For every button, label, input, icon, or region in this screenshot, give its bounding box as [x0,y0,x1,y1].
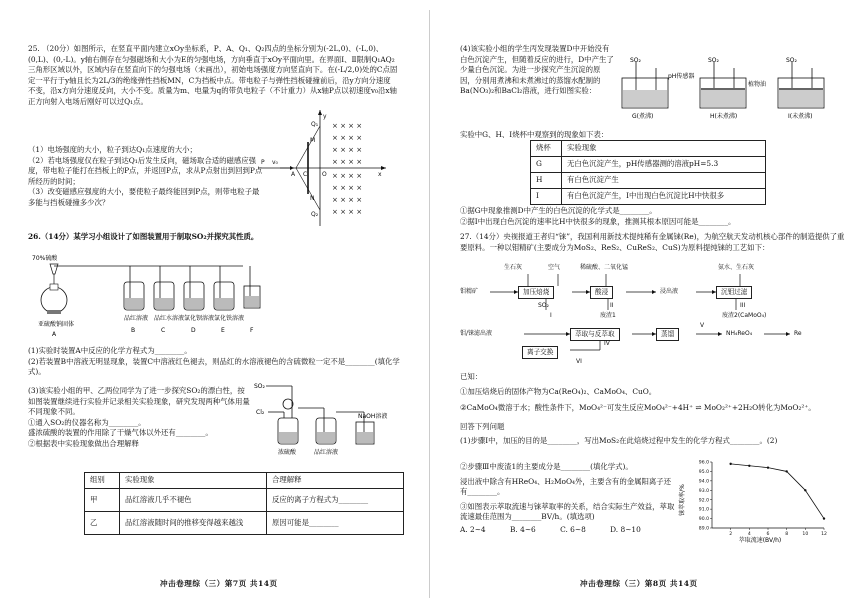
flow-step-precipitate: 沉钼过滤 [716,286,752,299]
field-diagram [258,108,388,228]
svg-text:M: M [310,137,316,144]
flowchart-arrows [460,262,840,366]
chart-y-tick-label: 89.0 [698,526,709,532]
option-d[interactable]: D. 8~10 [610,524,641,534]
flow-step-leach: 酸浸 [590,286,613,299]
chart-y-tick-label: 94.0 [698,479,709,485]
chart-point [729,463,731,465]
q26-parts-1-2 [28,346,408,378]
svg-text:× × × ×: × × × × [332,146,363,154]
beaker-apparatus [616,56,846,122]
svg-text:SO₂: SO₂ [630,57,641,64]
table-header-row [531,141,766,157]
flow-step-label-iii: III [740,302,746,309]
bleach-apparatus [252,378,392,460]
page-footer-right: 冲击卷理综（三）第8页 共14页 [580,579,698,589]
flow-step-ion-exchange: 离子交换 [522,346,558,359]
svg-text:× × × ×: × × × × [332,158,363,166]
q26-part3-q1b: 盛浓硫酸的装置的作用除了干燥气体以外还有________。 [28,428,213,438]
chart-x-tick-label: 6 [766,532,770,537]
letter-e: E [221,327,225,334]
chart-y-tick-label: 91.0 [698,507,709,513]
q25-part1: （1）电场强度的大小，粒子到达Q₁点速度的大小； [28,145,197,154]
svg-text:P: P [261,159,265,166]
flow-nh4reo4: NH₄ReO₄ [726,330,753,337]
table-row [531,173,766,189]
q27-stem: 27.（14分）央视报道王者归“铼”，我国利用新技术提纯稀有金属铼(Re)，为航空航天发动机核心部件的制造提供了重要原料。一种以钼精矿(主要成分为MoS₂、ReS₂、CuReS₂、CuS)为原料提纯铼的工艺如下： [460,232,845,252]
chart-point [804,489,806,491]
chart-x-tick-label: 12 [821,532,827,537]
flow-input-lime: 生石灰 [504,264,523,271]
svg-text:v₀: v₀ [272,159,278,166]
q27-part1: (1)步骤Ⅰ中，加压的目的是________，写出MoS₂在此焙烧过程中发生的化学方程式________。(2) [460,436,778,446]
table-header-row [85,473,404,489]
chart-x-tick-label: 8 [785,532,789,537]
table-header-cell: 烧杯 [531,141,562,157]
table-cell: 原因可能是________ [267,512,404,535]
q27-part3: 浸出液中除含有HReO₄、H₂MoO₄外，主要含有的金属阳离子还有________。 [460,476,672,497]
flow-step-evaporate: 蒸馏 [656,328,679,341]
label-b-solution: 品红溶液 [124,315,149,322]
table-header-cell: 实验现象 [120,473,267,489]
svg-text:Q₁: Q₁ [311,121,319,128]
known-1: ①加压焙烧后的固体产物为Ca(ReO₄)₂、CaMoO₄、CuO。 [460,386,657,396]
beaker-i-label: I(未煮沸) [788,113,813,120]
label-e-solution: 氯化铁溶液 [214,315,245,322]
flow-step-extract: 萃取与反萃取 [570,328,620,341]
known-head: 已知： [460,372,483,381]
svg-text:× × × ×: × × × × [332,184,363,192]
table-cell: H [531,173,562,189]
table-header-cell: 合理解释 [267,473,404,489]
flow-waste-2: 废渣2(CaMoO₄) [722,312,767,319]
label-a-solid: 亚硫酸钠固体 [38,321,75,328]
beaker-h-label: H(未煮沸) [710,113,738,120]
answer-head: 回答下列问题 [460,421,505,431]
option-c[interactable]: C. 6~8 [560,524,586,534]
table-cell: 无白色沉淀产生，pH传感器测的溶液pH=5.3 [562,157,766,173]
flow-filtrate: 钼/铼滤出液 [460,330,493,337]
table-cell: 乙 [85,512,120,535]
label-naoh: NaOH溶液 [358,413,388,420]
chart-x-tick-label: 2 [729,532,733,537]
answer-options [460,525,676,536]
q26-part3-q1: ①通入SO₂的仪器名称为________。 [28,417,146,427]
chart-point [823,517,825,519]
flow-leach-liquid: 浸出液 [660,288,679,295]
table-cell: I [531,189,562,205]
flow-step-label-ii: II [610,302,614,309]
q25-subquestions [28,145,264,208]
table-cell: 有白色沉淀产生 [562,173,766,189]
chart-y-tick-label: 90.0 [698,517,709,523]
known-conditions [460,372,850,447]
flow-input-acid: 稀硫酸、二氧化锰 [580,264,629,271]
table-cell: 有白色沉淀产生，I中出现白色沉淀比H中快很多 [562,189,766,205]
flow-so2: SO₂ [538,302,549,309]
flow-waste-1: 废渣1 [600,312,616,319]
table-header-cell: 组别 [85,473,120,489]
flow-step-label-iv: IV [604,340,610,347]
label-c-solution: 品红水溶液 [154,315,185,322]
svg-text:SO₂: SO₂ [786,57,797,64]
q27-part2: ②步骤Ⅲ中废渣1的主要成分是________(填化学式)。 [460,462,633,471]
q26-part4-questions [460,206,850,227]
svg-text:× × × ×: × × × × [332,208,363,216]
table-header-cell: 实验现象 [562,141,766,157]
table-cell: 品红溶液几乎不褪色 [120,489,267,512]
option-b[interactable]: B. 4~6 [510,524,536,534]
q26-stem: 26.（14分）某学习小组设计了如图装置用于制取SO₂并探究其性质。 [28,232,259,241]
svg-text:× × × ×: × × × × [332,134,363,142]
q26-part4-q2: ②据I中出现白色沉淀的速率比H中快很多的现象，推测其根本原因可能是________。 [460,216,736,226]
flow-re: Re [794,330,802,337]
table-cell: 品红溶液随时间的推移变得越来越浅 [120,512,267,535]
q25-part3: （3）改变磁感应强度的大小，要使粒子最终能回到P点，则带电粒子最多能与挡板碰撞多少次？ [28,187,260,207]
oil-label: 植物油 [748,81,767,88]
chart-point [748,465,750,467]
svg-text:A: A [291,171,296,178]
svg-text:y: y [323,113,327,120]
q26-part1: (1)实验时装置A中反应的化学方程式为________。 [28,346,192,355]
svg-text:C: C [303,171,308,178]
svg-text:× × × ×: × × × × [332,172,363,180]
bleach-table [84,472,404,535]
flow-raw-ore: 钼精矿 [460,288,479,295]
chart-y-tick-label: 95.0 [698,470,709,476]
process-flowchart [460,262,840,366]
cl2-gas-label: Cl₂ [256,409,265,416]
chart-y-tick-label: 96.0 [698,460,709,466]
q26-part2: (2)若装置B中溶液无明显现象，装置C中溶液红色褪去，则品红的水溶液褪色的含硫微粒一定不是________(填化学式)。 [28,356,400,377]
svg-text:x: x [378,171,382,178]
label-magenta: 品红溶液 [314,449,339,456]
table-row [531,157,766,173]
q25-part2: （2）若电场强度仅在粒子到达Q₁后发生反向，磁场取合适的磁感应强度，带电粒子能打在挡板上的P点，并返回P点，求从P点射出到回到P点所经历的时间； [28,155,263,186]
table-row [85,489,404,512]
q27-part4: ③如图表示萃取流速与铼萃取率的关系，结合实际生产效益，萃取流速最佳范围为________BV/h。(填选项) [460,501,675,522]
chart-point [767,466,769,468]
label-d-solution: 氯化钡溶液 [184,315,215,322]
right-page [430,0,860,608]
table-row [531,189,766,205]
table-cell: 甲 [85,489,120,512]
flow-input-ammonia: 氨水、生石灰 [718,264,755,271]
table-cell: 反应的离子方程式为________ [267,489,404,512]
flow-input-air: 空气 [548,264,561,271]
q25-text: 25. （20分）如图所示，在竖直平面内建立xOy坐标系，P、A、Q₁、Q₂四点的坐标分别为(-2L,0)、(-L,0)、(0,L)、(0,-L)。y轴右侧存在匀强磁场和大小为E的匀强电场，方向垂直于xOy平面向里。在界面Ⅰ、Ⅱ限制Q₁AQ₂三角形区域以外，区域内存在竖直向下的匀强电场（未画出），初始电场强度方向竖直向下。在(-L/2,0)处的C点固定一平行于y轴且长为2L/3的绝缘弹性挡板MN，C为挡板中点。带电粒子与弹性挡板碰撞前后，沿y方向分速度不变，沿x方向分速度反向，大小不变。质量为m、电量为q的带负电粒子（不计重力）从x轴P点以初速度v₀沿x轴正方向射入电场后刚好可以过Q₁点。 [28,44,398,106]
known-2: ②CaMoO₄微溶于水；酸性条件下，MoO₄²⁻可发生反应MoO₄²⁻+4H⁺ ⇌ MoO₂²⁺+2H₂O转化为MoO₂²⁺。 [460,403,816,413]
q27-lower-parts [460,462,676,535]
chart-y-axis-label: 铼萃取率/% [679,484,686,516]
chart-x-tick-label: 10 [802,532,809,537]
svg-text:Q₂: Q₂ [311,211,319,218]
q26-part4-table-intro: 实验中G、H、I烧杯中观察到的现象如下表： [460,130,609,139]
chart-ticks [699,460,827,537]
chart-x-tick-label: 4 [747,532,751,537]
so2-apparatus [28,252,268,338]
q26-part3 [28,386,250,449]
flow-step-label-vi: VI [576,358,582,365]
ph-sensor-label: pH传感器 [668,73,695,80]
q26-part3-q2: ②根据表中实验现象做出合理解释 [28,438,139,448]
letter-c: C [161,327,166,334]
q26-part4-stem: (4)该实验小组的学生丙发现装置D中开始没有白色沉淀产生，但随着反应的进行，D中产生了少量白色沉淀。为进一步探究产生沉淀的原因，分别用煮沸和未煮沸过的蒸馏水配制的Ba(NO₃)₂和BaCl₂溶液，进行如图实验： [460,44,614,96]
flow-step-label-i: I [550,312,552,319]
q26-part3-stem: (3)该实验小组的甲、乙两位同学为了进一步探究SO₂的漂白性，按如图装置继续进行实验并记录相关实验现象，研究发现两种气体用量不同现象不同。 [28,386,250,417]
letter-a: A [52,331,57,338]
letter-b: B [131,327,136,334]
chart-point [785,470,787,472]
chart-axes [712,462,824,528]
chart-y-tick-label: 93.0 [698,488,709,494]
chart-series-line [731,464,824,519]
svg-text:SO₂: SO₂ [708,57,719,64]
so2-gas-label: SO₂ [254,383,265,390]
svg-text:N: N [310,195,315,202]
q26-part4-q1: ①据G中现象推测D中产生的白色沉淀的化学式是________。 [460,206,657,215]
flow-step-roast: 加压焙烧 [518,286,554,299]
flow-step-label-v: V [700,322,705,329]
svg-text:× × × ×: × × × × [332,122,363,130]
letter-d: D [191,327,196,334]
acid-label: 70%硫酸 [32,255,58,262]
option-a[interactable]: A. 2~4 [460,524,486,534]
svg-text:O: O [322,171,327,178]
beaker-g-label: G(煮沸) [632,113,654,120]
page-footer-left: 冲击卷理综（三）第7页 共14页 [160,579,278,589]
label-conc-sulfuric: 浓硫酸 [278,449,297,456]
letter-f: F [250,327,254,334]
chart-y-tick-label: 92.0 [698,498,709,504]
svg-text:× × × ×: × × × × [332,196,363,204]
q25-stem [28,44,398,107]
extraction-rate-chart [680,456,830,544]
table-cell: G [531,157,562,173]
observation-table [530,140,766,205]
chart-marks [729,463,825,520]
chart-x-axis-label: 萃取流速(BV/h) [738,537,782,544]
table-row [85,512,404,535]
